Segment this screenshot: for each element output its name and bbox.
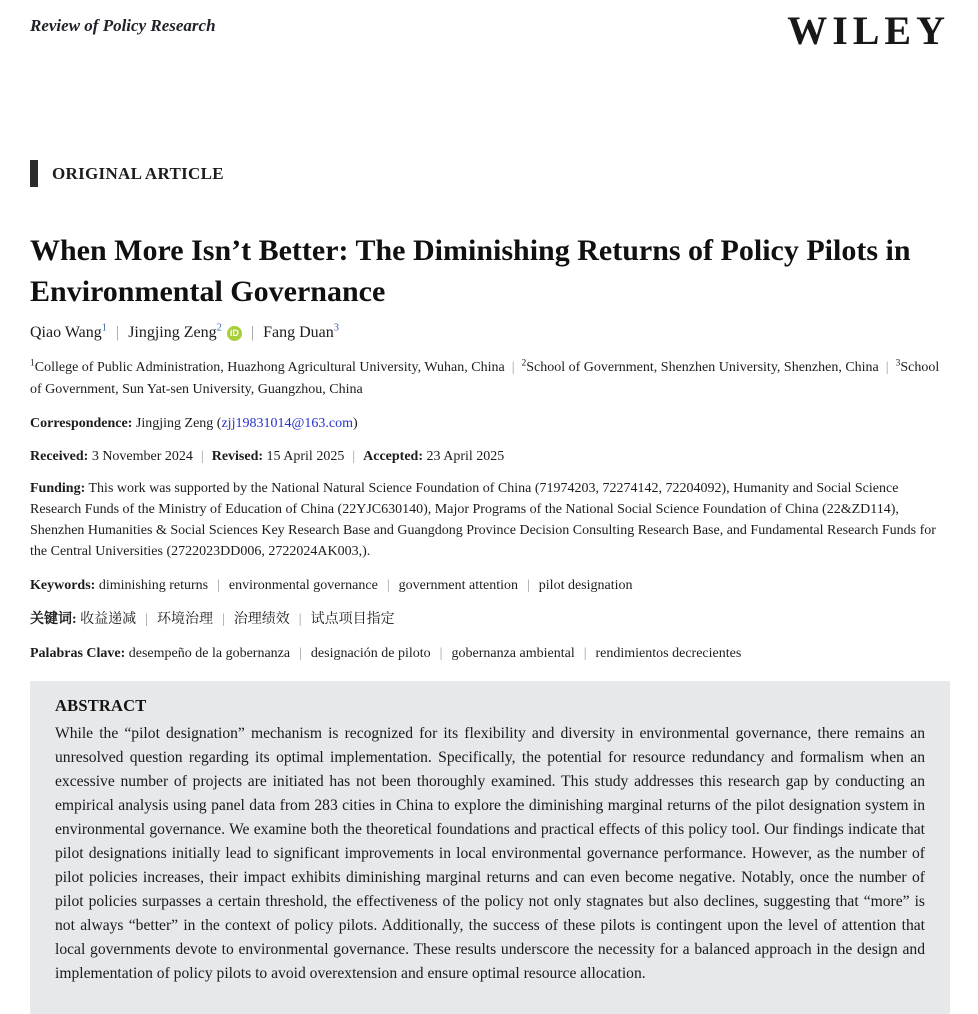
keywords-label: Palabras Clave: bbox=[30, 645, 126, 661]
abstract-box bbox=[30, 681, 950, 1014]
keyword-item: gobernanza ambiental bbox=[451, 645, 575, 661]
abstract-heading: ABSTRACT bbox=[55, 695, 147, 715]
keyword-item: government attention bbox=[398, 577, 518, 593]
keyword-item: 环境治理 bbox=[156, 611, 213, 627]
keyword-separator: | bbox=[145, 611, 148, 627]
affiliation-item: $^2$School of Government, Shenzhen University, Shenzhen, China bbox=[521, 357, 879, 375]
paren-open: ( bbox=[216, 415, 222, 431]
affiliation-item: $^3$School of Government, Sun Yat-sen University, Guangzhou, China bbox=[30, 357, 940, 397]
keyword-item: environmental governance bbox=[228, 577, 378, 593]
affiliation-superscript: 1 bbox=[30, 357, 35, 368]
article-type-bar bbox=[30, 160, 38, 187]
article-title: When More Isn’t Better: The Diminishing Returns of Policy Pilots in Environmental Governance bbox=[30, 234, 911, 308]
date-separator: | bbox=[200, 448, 204, 464]
keyword-separator: | bbox=[217, 577, 220, 593]
keywords-chinese bbox=[30, 609, 950, 630]
funding-text: This work was supported by the National Natural Science Foundation of China (71974203, 72274142, 72204092), Humanity and Social Science Research Funds of the Ministry of Education of China (22YJC630140), Major Programs of the National Social Science Foundation of China (22&ZD114), Shenzhen Humanities & Social Sciences Key Research Base and Guangdong Province Decision Consulting Research Base, and Fundamental Research Funds for the Central Universities (2722023DD006, 2722024AK003,). bbox=[30, 480, 936, 559]
author-superscript: 3 bbox=[333, 322, 339, 334]
correspondence-line bbox=[30, 413, 950, 434]
correspondence-label: Correspondence: bbox=[30, 415, 133, 431]
author-name: Qiao Wang$^1$ bbox=[30, 322, 107, 341]
wiley-logo[interactable]: WILEY bbox=[787, 8, 950, 53]
article-type-label: ORIGINAL ARTICLE bbox=[52, 163, 224, 183]
keyword-item: designación de piloto bbox=[310, 645, 431, 661]
article-type-row bbox=[30, 160, 950, 187]
author-name: Fang Duan$^3$ bbox=[263, 322, 339, 341]
date-label: Revised: bbox=[211, 448, 264, 464]
keyword-item: 收益递减 bbox=[80, 611, 137, 627]
affiliation-superscript: 3 bbox=[895, 357, 901, 368]
affiliation-separator: | bbox=[885, 359, 889, 375]
affiliation-superscript: 2 bbox=[521, 357, 527, 368]
affiliation-separator: | bbox=[511, 359, 515, 375]
keyword-separator: | bbox=[221, 611, 225, 627]
authors-line bbox=[30, 324, 950, 342]
keyword-item: 治理绩效 bbox=[233, 611, 290, 627]
email-link[interactable]: zjj19831014@163.com bbox=[221, 415, 353, 431]
abstract-text: While the “pilot designation” mechanism is recognized for its flexibility and diversity in environmental governance, there remains an unresolved question regarding its optimal implementation. Specifically, the potential for resource redundancy and formalism when an excessive number of projects are initiated has not been thoroughly examined. This study addresses this research gap by conducting an empirical analysis using panel data from 283 cities in China to explore the diminishing marginal returns of the pilot designation system in environmental governance. We examine both the theoretical foundations and practical effects of this policy tool. Our findings indicate that pilot designations initially lead to significant improvements in local environmental governance performance. However, as the number of pilot policies increases, their impact exhibits diminishing marginal returns and can even become negative. Notably, once the number of pilot policies surpasses a certain threshold, the effectiveness of the policy not only stagnates but also declines, suggesting that “more” is not always “better” in the context of policy pilots. Additionally, the success of these pilots is contingent upon the level of attention that local governments devote to environmental governance. These results underscore the necessity for a balanced approach in the design and implementation of policy pilots to avoid overextension and ensure optimal resource allocation. bbox=[55, 724, 925, 982]
correspondence-name: Jingjing Zeng bbox=[135, 415, 214, 431]
author-separator: | bbox=[250, 323, 255, 341]
keyword-item: pilot designation bbox=[538, 577, 633, 593]
keyword-item: rendimientos decrecientes bbox=[595, 645, 742, 661]
keyword-item: desempeño de la gobernanza bbox=[128, 645, 291, 661]
keyword-separator: | bbox=[583, 645, 587, 661]
funding-label: Funding: bbox=[30, 480, 86, 496]
date-label: Accepted: bbox=[363, 448, 424, 464]
affiliation-item: $^1$College of Public Administration, Huazhong Agricultural University, Wuhan, China bbox=[30, 357, 505, 375]
orcid-icon[interactable]: iD bbox=[227, 326, 242, 341]
funding-note bbox=[30, 478, 950, 562]
keywords-label: 关键词: bbox=[30, 611, 77, 627]
dates-line bbox=[30, 446, 950, 467]
keywords-english bbox=[30, 575, 950, 596]
keywords-label: Keywords: bbox=[30, 577, 96, 593]
date-label: Received: bbox=[30, 448, 89, 464]
author-superscript: 2 bbox=[216, 322, 222, 334]
date-item: Accepted: 23 April 2025 bbox=[363, 448, 505, 464]
keyword-item: diminishing returns bbox=[98, 577, 209, 593]
affiliations bbox=[30, 357, 948, 401]
keyword-separator: | bbox=[439, 645, 443, 661]
date-separator: | bbox=[352, 448, 356, 464]
keyword-separator: | bbox=[299, 645, 302, 661]
keyword-item: 试点项目指定 bbox=[310, 611, 395, 627]
author-separator: | bbox=[115, 323, 120, 341]
journal-title[interactable]: Review of Policy Research bbox=[30, 16, 216, 35]
keywords-spanish bbox=[30, 643, 950, 664]
date-item: Received: 3 November 2024 bbox=[30, 448, 193, 464]
keyword-separator: | bbox=[298, 611, 302, 627]
page-header bbox=[30, 8, 950, 65]
paren-close: ) bbox=[352, 415, 358, 431]
keyword-separator: | bbox=[386, 577, 390, 593]
author-superscript: 1 bbox=[101, 322, 107, 334]
keyword-separator: | bbox=[526, 577, 530, 593]
author-name: Jingjing Zeng$^2$ bbox=[128, 322, 222, 341]
date-item: Revised: 15 April 2025 bbox=[211, 448, 345, 464]
